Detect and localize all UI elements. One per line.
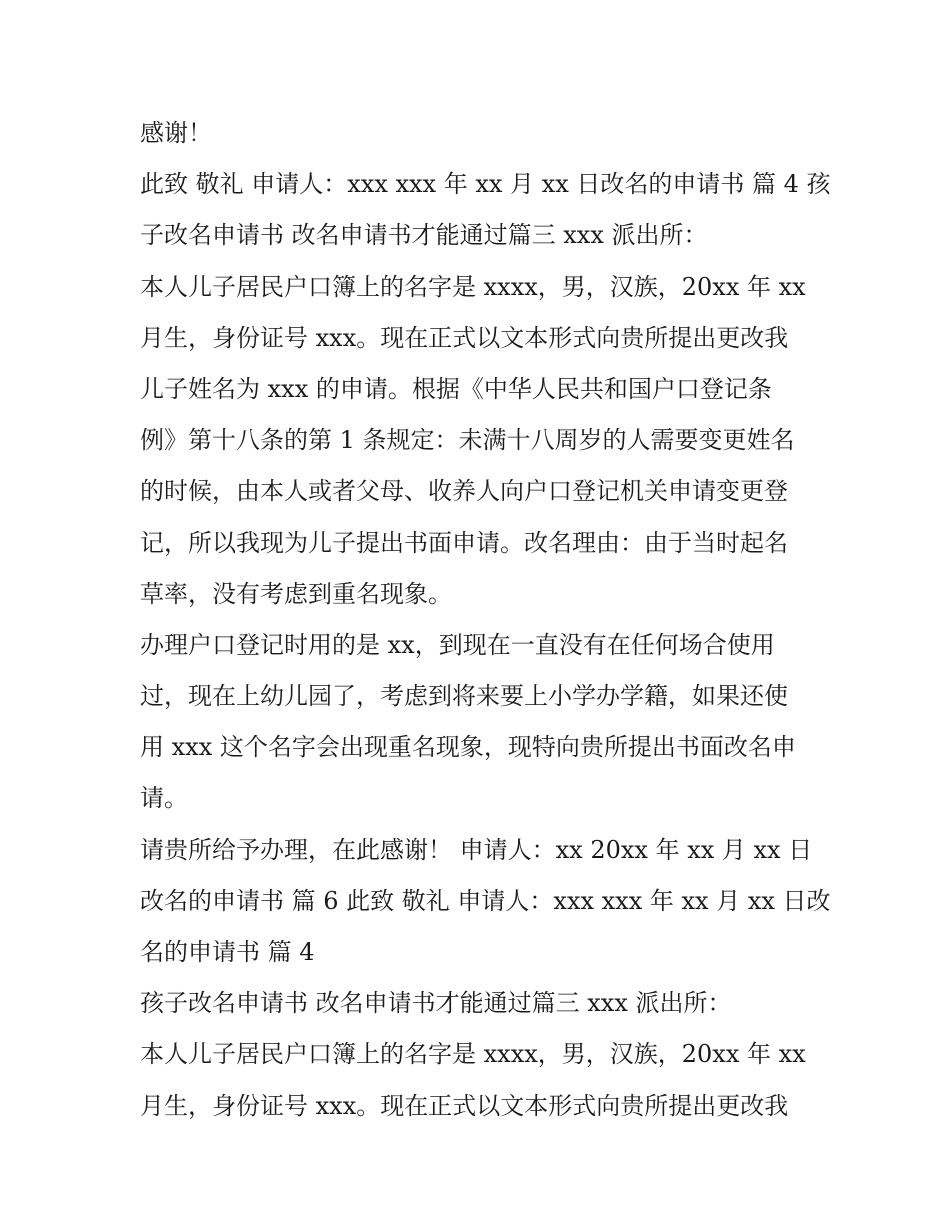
text-line-13: 用 xxx 这个名字会出现重名现象，现特向贵所提出书面改名申 — [140, 733, 796, 762]
text-line-15: 请贵所给予办理，在此感谢！ 申请人：xx 20xx 年 xx 月 xx 日 — [140, 835, 813, 864]
text-line-20: 月生，身份证号 xxx。现在正式以文本形式向贵所提出更改我 — [140, 1091, 789, 1120]
text-line-5: 月生，身份证号 xxx。现在正式以文本形式向贵所提出更改我 — [140, 323, 789, 352]
text-line-16: 改名的申请书 篇 6 此致 敬礼 申请人：xxx xxx 年 xx 月 xx 日改 — [140, 886, 831, 915]
text-line-4: 本人儿子居民户口簿上的名字是 xxxx，男，汉族，20xx 年 xx — [140, 272, 806, 301]
text-line-11: 办理户口登记时用的是 xx，到现在一直没有在任何场合使用 — [140, 630, 775, 659]
text-line-19: 本人儿子居民户口簿上的名字是 xxxx，男，汉族，20xx 年 xx — [140, 1040, 806, 1069]
text-line-9: 记，所以我现为儿子提出书面申请。改名理由：由于当时起名 — [140, 528, 788, 557]
text-line-3: 子改名申请书 改名申请书才能通过篇三 xxx 派出所： — [140, 221, 708, 250]
text-line-17: 名的申请书 篇 4 — [140, 938, 315, 966]
text-line-6: 儿子姓名为 xxx 的申请。根据《中华人民共和国户口登记条 — [140, 374, 772, 403]
text-line-1: 感谢！ — [140, 119, 212, 147]
text-line-10: 草率，没有考虑到重名现象。 — [140, 579, 452, 608]
text-line-8: 的时候，由本人或者父母、收养人向户口登记机关申请变更登 — [140, 477, 788, 506]
text-line-7: 例》第十八条的第 1 条规定：未满十八周岁的人需要变更姓名 — [140, 426, 795, 455]
text-line-12: 过，现在上幼儿园了，考虑到将来要上小学办学籍，如果还使 — [140, 682, 788, 711]
document-body — [140, 108, 831, 1132]
text-line-14: 请。 — [140, 784, 188, 813]
text-line-18: 孩子改名申请书 改名申请书才能通过篇三 xxx 派出所： — [140, 989, 732, 1018]
text-line-2: 此致 敬礼 申请人：xxx xxx 年 xx 月 xx 日改名的申请书 篇 4 孩 — [140, 170, 831, 199]
